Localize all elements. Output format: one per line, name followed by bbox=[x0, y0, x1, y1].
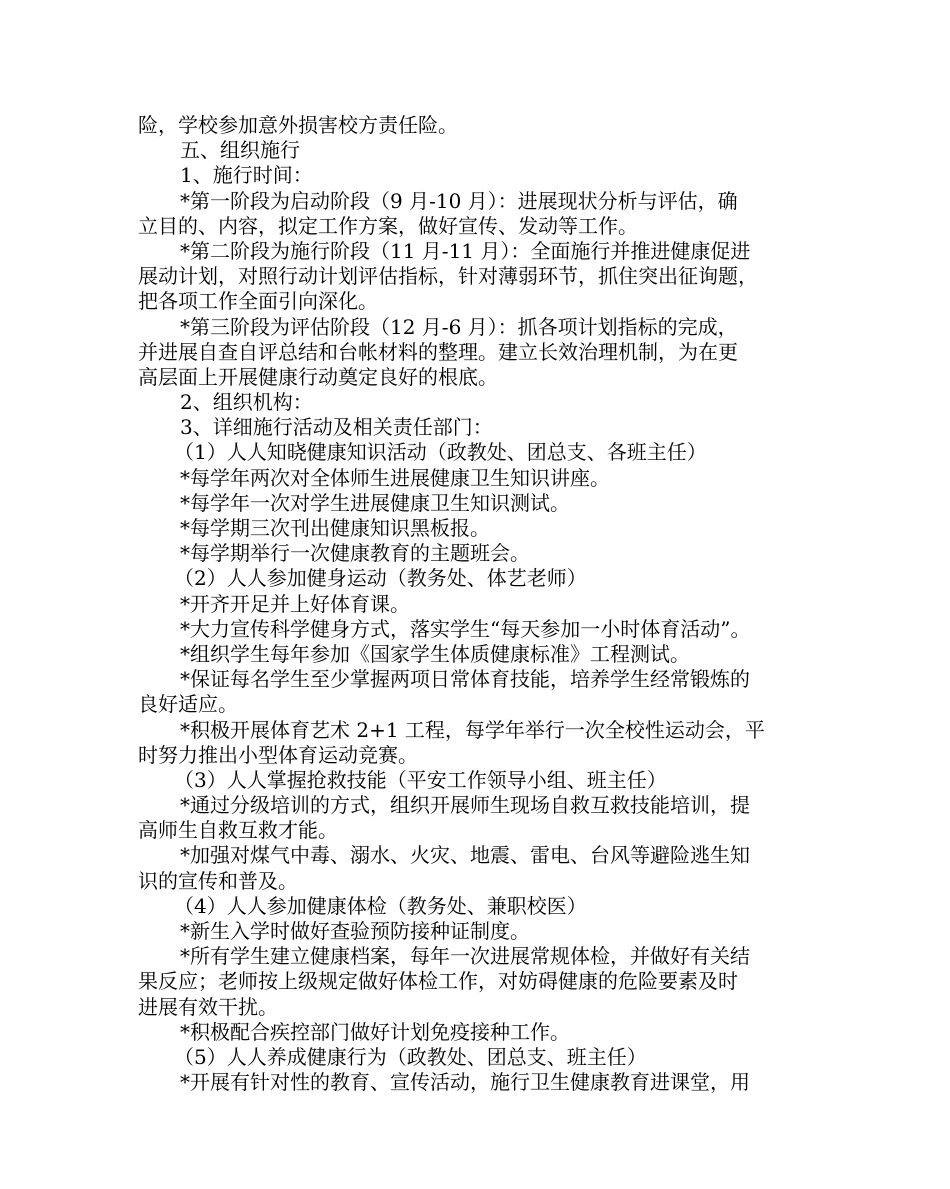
text-line: 展动计划，对照行动计划评估指标，针对薄弱环节，抓住突出征询题， bbox=[138, 264, 758, 289]
text-line: *每学期三次刊出健康知识黑板报。 bbox=[180, 516, 490, 540]
document-body bbox=[138, 113, 828, 1095]
text-line: 1、施行时间： bbox=[180, 163, 313, 188]
text-line: *每学期举行一次健康教育的主题班会。 bbox=[180, 541, 530, 566]
text-line: *所有学生建立健康档案，每年一次进展常规体检，并做好有关结 bbox=[180, 944, 750, 969]
text-line: *积极配合疾控部门做好计划免疫接种工作。 bbox=[180, 1019, 570, 1044]
text-line: （5）人人养成健康行为（政教处、团总支、班主任） bbox=[174, 1044, 647, 1069]
text-line: *加强对煤气中毒、溺水、火灾、地震、雷电、台风等避险逃生知 bbox=[180, 843, 750, 868]
text-line: （2）人人参加健身运动（教务处、体艺老师） bbox=[174, 566, 587, 591]
text-line: 把各项工作全面引向深化。 bbox=[138, 289, 378, 314]
text-line: 识的宣传和普及。 bbox=[138, 868, 298, 893]
text-line: *第一阶段为启动阶段（9 月-10 月）：进展现状分析与评估，确 bbox=[180, 188, 738, 213]
text-line: 良好适应。 bbox=[138, 692, 238, 717]
text-line: *每学年一次对学生进展健康卫生知识测试。 bbox=[180, 490, 570, 515]
text-line: 2、组织机构： bbox=[180, 390, 313, 415]
text-line: *通过分级培训的方式，组织开展师生现场自救互救技能培训，提 bbox=[180, 793, 750, 818]
text-line: 3、详细施行活动及相关责任部门： bbox=[180, 415, 493, 440]
text-line: *开齐开足并上好体育课。 bbox=[180, 591, 410, 616]
text-line: （4）人人参加健康体检（教务处、兼职校医） bbox=[174, 893, 587, 918]
text-line: *新生入学时做好查验预防接种证制度。 bbox=[180, 919, 530, 943]
text-line: （3）人人掌握抢救技能（平安工作领导小组、班主任） bbox=[174, 767, 667, 792]
text-line: 时努力推出小型体育运动竞赛。 bbox=[138, 742, 418, 767]
text-line: *每学年两次对全体师生进展健康卫生知识讲座。 bbox=[180, 465, 610, 490]
text-line: 险，学校参加意外损害校方责任险。 bbox=[138, 113, 458, 137]
text-line: （1）人人知晓健康知识活动（政教处、团总支、各班主任） bbox=[174, 440, 707, 465]
text-line: *大力宣传科学健身方式，落实学生“每天参加一小时体育活动”。 bbox=[180, 616, 751, 641]
text-line: 并进展自查自评总结和台帐材料的整理。建立长效治理机制，为在更 bbox=[138, 339, 738, 364]
text-line: *组织学生每年参加《国家学生体质健康标准》工程测试。 bbox=[180, 641, 690, 666]
text-line: *保证每名学生至少掌握两项日常体育技能，培养学生经常锻炼的 bbox=[180, 667, 750, 692]
text-line: 进展有效干扰。 bbox=[138, 994, 278, 1019]
text-line: 立目的、内容，拟定工作方案，做好宣传、发动等工作。 bbox=[138, 213, 638, 238]
text-line: 五、组织施行 bbox=[180, 138, 300, 163]
text-line: 高师生自救互救才能。 bbox=[138, 818, 338, 843]
text-line: 果反应；老师按上级规定做好体检工作，对妨碍健康的危险要素及时 bbox=[138, 969, 738, 994]
text-line: *第二阶段为施行阶段（11 月-11 月）：全面施行并推进健康促进 bbox=[180, 238, 751, 263]
text-line: 高层面上开展健康行动奠定良好的根底。 bbox=[138, 364, 498, 389]
text-line: *第三阶段为评估阶段（12 月-6 月）：抓各项计划指标的完成， bbox=[180, 314, 738, 339]
text-line: *积极开展体育艺术 2+1 工程，每学年举行一次全校性运动会，平 bbox=[180, 717, 765, 742]
text-line: *开展有针对性的教育、宣传活动，施行卫生健康教育进课堂，用 bbox=[180, 1070, 750, 1095]
